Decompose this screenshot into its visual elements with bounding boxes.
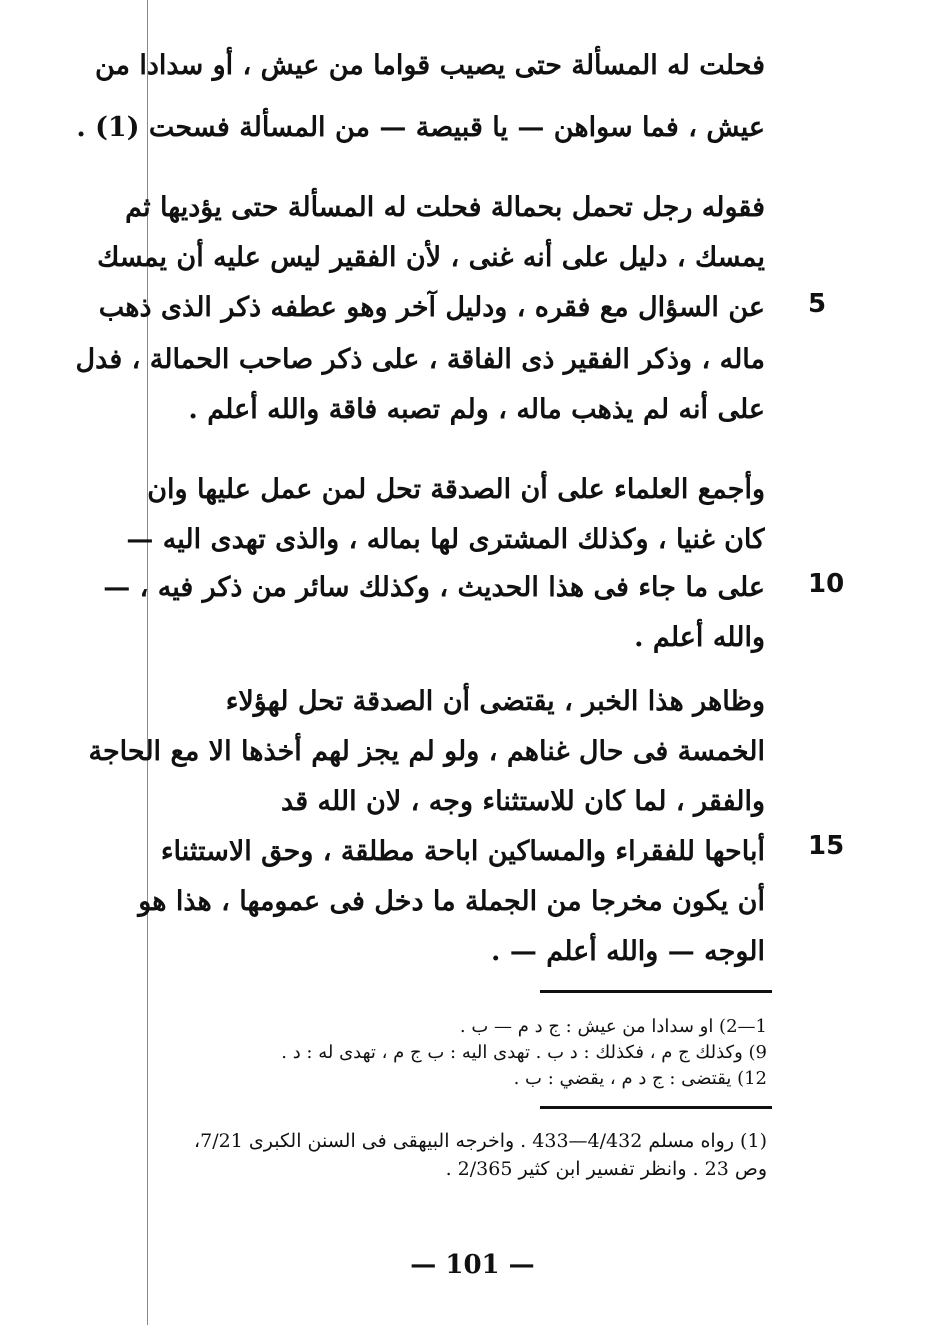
separator-rule (540, 990, 772, 993)
line-number: 5 (808, 289, 827, 319)
text-line: الوجه — والله أعلم — . (491, 936, 765, 967)
line-number: 10 (808, 569, 845, 599)
text-line: أباحها للفقراء والمساكين اباحة مطلقة ، وحق الاستثناء (160, 836, 765, 867)
text-line: يمسك ، دليل على أنه غنى ، لأن الفقير ليس عليه أن يمسك (97, 242, 765, 273)
text-line: أن يكون مخرجا من الجملة ما دخل فى عمومها ، هذا هو (138, 886, 765, 917)
text-line: على ما جاء فى هذا الحديث ، وكذلك سائر من ذكر فيه ، — (103, 572, 765, 603)
line-number: 15 (808, 831, 845, 861)
text-line: والفقر ، لما كان للاستثناء وجه ، لان الله قد (281, 786, 765, 817)
text-line: عن السؤال مع فقره ، ودليل آخر وهو عطفه ذكر الذى ذهب (98, 292, 765, 323)
text-line: فقوله رجل تحمل بحمالة فحلت له المسألة حتى يؤديها ثم (125, 192, 765, 223)
text-line: والله أعلم . (634, 622, 765, 653)
text-line: كان غنيا ، وكذلك المشترى لها بماله ، والذى تهدى اليه — (126, 524, 765, 555)
text-line: وظاهر هذا الخبر ، يقتضى أن الصدقة تحل لهؤلاء (225, 686, 765, 717)
footnote: (1) رواه مسلم 4/432—433 . واخرجه البيهقى فى السنن الكبرى 7/21، (194, 1130, 767, 1152)
separator-rule (540, 1106, 772, 1109)
footnote: وص 23 . وانظر تفسير ابن كثير 2/365 . (445, 1158, 767, 1180)
text-line: فحلت له المسألة حتى يصيب قواما من عيش ، أو سدادا من (94, 50, 765, 81)
variant-note: 1—2) او سدادا من عيش : ج د م — ب . (459, 1016, 767, 1037)
text-line: على أنه لم يذهب ماله ، ولم تصبه فاقة والله أعلم . (188, 394, 765, 425)
text-line: الخمسة فى حال غناهم ، ولو لم يجز لهم أخذها الا مع الحاجة (88, 736, 765, 767)
text-line: ماله ، وذكر الفقير ذى الفاقة ، على ذكر صاحب الحمالة ، فدل (75, 344, 765, 375)
variant-note: 12) يقتضى : ج د م ، يقضي : ب . (513, 1068, 767, 1089)
variant-note: 9) وكذلك ج م ، فكذلك : د ب . تهدى اليه : ب ج م ، تهدى له : د . (281, 1042, 767, 1063)
text-line: وأجمع العلماء على أن الصدقة تحل لمن عمل عليها وان (147, 474, 765, 505)
page-number: — 101 — (410, 1250, 535, 1280)
text-line: عيش ، فما سواهن — يا قبيصة — من المسألة فسحت (1) . (76, 112, 765, 143)
